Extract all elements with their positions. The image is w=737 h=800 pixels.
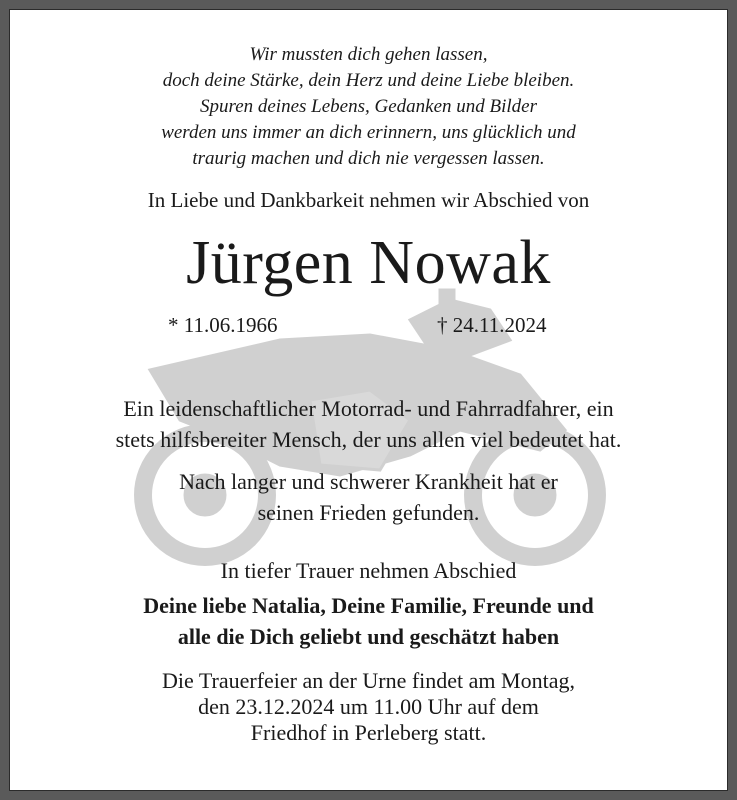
poem-line: doch deine Stärke, dein Herz und deine Liebe bleiben. [162, 70, 575, 91]
death-date: † 24.11.2024 [437, 313, 547, 337]
illness-line: seinen Frieden gefunden. [257, 500, 480, 525]
illness-line: Nach langer und schwerer Krankheit hat er [179, 469, 558, 494]
deceased-name: Jürgen Nowak [186, 229, 551, 297]
mourning-text: In tiefer Trauer nehmen Abschied [220, 558, 517, 583]
poem [0, 42, 737, 172]
family-line: Deine liebe Natalia, Deine Familie, Freunde und [143, 593, 594, 618]
family-names [0, 590, 737, 652]
intro-text: In Liebe und Dankbarkeit nehmen wir Abschied von [147, 188, 590, 212]
illness-text [0, 466, 737, 528]
description [0, 393, 737, 455]
service-info [0, 668, 737, 746]
poem-line: Spuren deines Lebens, Gedanken und Bilder [200, 96, 537, 117]
poem-line: werden uns immer an dich erinnern, uns glücklich und [161, 122, 576, 143]
birth-date: * 11.06.1966 [168, 313, 278, 337]
service-line: Die Trauerfeier an der Urne findet am Montag, [162, 668, 575, 693]
description-line: stets hilfsbereiter Mensch, der uns allen viel bedeutet hat. [115, 427, 622, 452]
description-line: Ein leidenschaftlicher Motorrad- und Fahrradfahrer, ein [123, 396, 614, 421]
family-line: alle die Dich geliebt und geschätzt haben [177, 624, 560, 649]
service-line: den 23.12.2024 um 11.00 Uhr auf dem [198, 694, 539, 719]
poem-line: Wir mussten dich gehen lassen, [249, 44, 488, 65]
service-line: Friedhof in Perleberg statt. [250, 720, 487, 745]
poem-line: traurig machen und dich nie vergessen lassen. [192, 148, 545, 169]
